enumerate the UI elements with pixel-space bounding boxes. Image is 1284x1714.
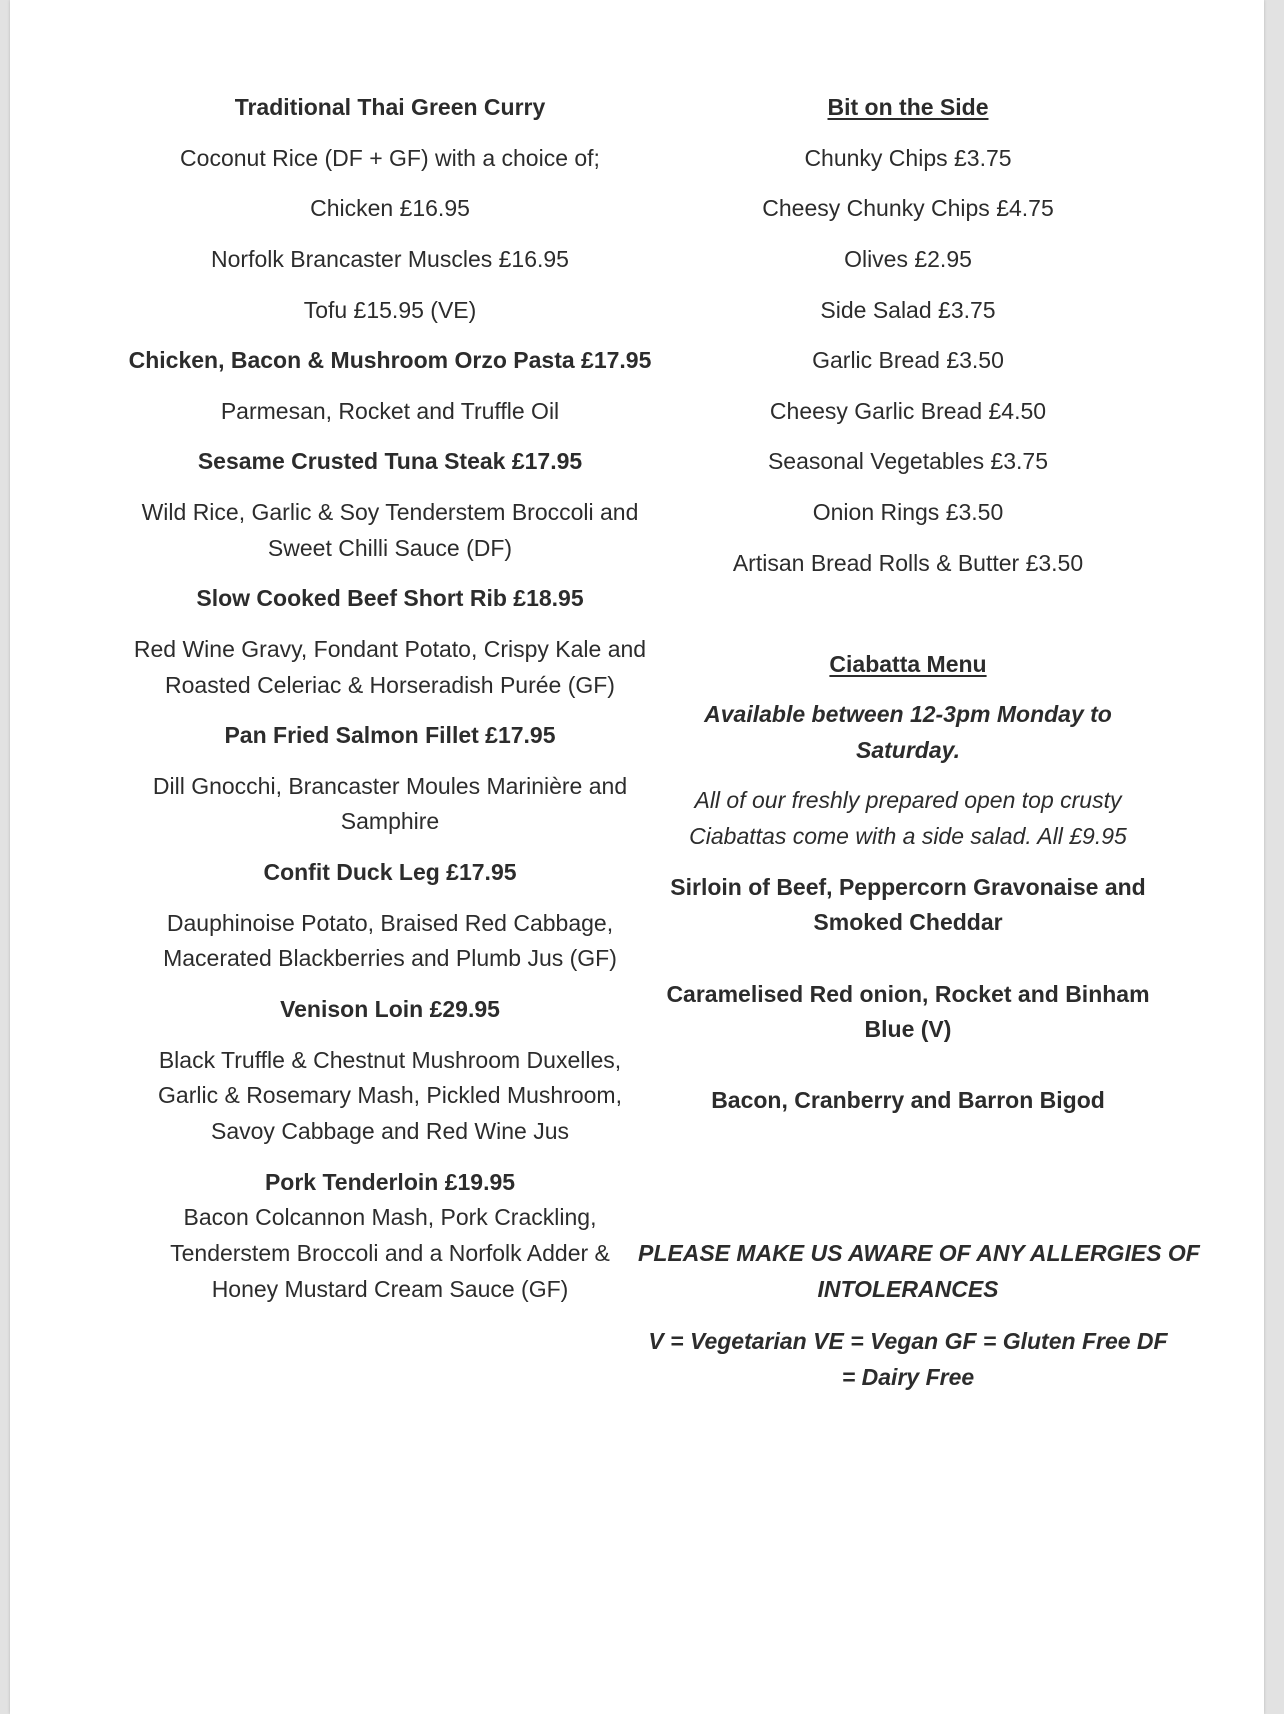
- ciabatta-item: Smoked Cheddar: [813, 909, 1003, 935]
- allergy-notice: INTOLERANCES: [817, 1276, 999, 1302]
- side-item: Garlic Bread £3.50: [812, 347, 1004, 373]
- section-heading-sides: Bit on the Side: [827, 94, 989, 120]
- dietary-key: V = Vegetarian VE = Vegan GF = Gluten Free DF: [648, 1328, 1168, 1354]
- ciabatta-item: Blue (V): [864, 1016, 952, 1042]
- ciabatta-availability: Available between 12-3pm Monday to: [704, 701, 1112, 727]
- dish-title-pork-tenderloin: Pork Tenderloin £19.95: [264, 1169, 516, 1195]
- side-item: Side Salad £3.75: [820, 297, 996, 323]
- section-heading-ciabatta: Ciabatta Menu: [829, 651, 987, 677]
- dish-title-beef-short-rib: Slow Cooked Beef Short Rib £18.95: [196, 585, 584, 611]
- dish-title-venison-loin: Venison Loin £29.95: [280, 996, 500, 1022]
- dish-description-line: Samphire: [340, 808, 440, 834]
- dish-description-line: Honey Mustard Cream Sauce (GF): [211, 1276, 569, 1302]
- curry-option-tofu: Tofu £15.95 (VE): [303, 297, 477, 323]
- curry-option-chicken: Chicken £16.95: [310, 195, 470, 221]
- dish-description-line: Sweet Chilli Sauce (DF): [267, 535, 513, 561]
- ciabatta-item: Bacon, Cranberry and Barron Bigod: [711, 1087, 1105, 1113]
- dish-description-line: Garlic & Rosemary Mash, Pickled Mushroom,: [158, 1082, 622, 1108]
- dish-description-line: Red Wine Gravy, Fondant Potato, Crispy Kale and: [133, 636, 647, 662]
- dish-title-salmon-fillet: Pan Fried Salmon Fillet £17.95: [224, 722, 556, 748]
- dish-description-line: Tenderstem Broccoli and a Norfolk Adder &: [170, 1240, 610, 1266]
- ciabatta-note: Ciabattas come with a side salad. All £9.95: [689, 823, 1127, 849]
- dish-title-thai-green-curry: Traditional Thai Green Curry: [234, 94, 546, 120]
- ciabatta-note: All of our freshly prepared open top crusty: [694, 787, 1122, 813]
- dish-title-orzo-pasta: Chicken, Bacon & Mushroom Orzo Pasta £17.95: [128, 347, 652, 373]
- dish-description-line: Dill Gnocchi, Brancaster Moules Marinière and: [152, 773, 628, 799]
- side-item: Olives £2.95: [844, 246, 972, 272]
- ciabatta-availability: Saturday.: [856, 737, 960, 763]
- side-item: Artisan Bread Rolls & Butter £3.50: [732, 550, 1084, 576]
- dish-description-line: Coconut Rice (DF + GF) with a choice of;: [180, 145, 600, 171]
- ciabatta-item: Caramelised Red onion, Rocket and Binham: [666, 981, 1150, 1007]
- dietary-key: = Dairy Free: [841, 1364, 975, 1390]
- allergy-notice: PLEASE MAKE US AWARE OF ANY ALLERGIES OF: [638, 1240, 1200, 1266]
- side-item: Seasonal Vegetables £3.75: [767, 448, 1049, 474]
- dish-description-line: Bacon Colcannon Mash, Pork Crackling,: [183, 1204, 597, 1230]
- dish-description-line: Black Truffle & Chestnut Mushroom Duxelles,: [158, 1047, 622, 1073]
- dish-description-line: Roasted Celeriac & Horseradish Purée (GF): [165, 672, 615, 698]
- dish-description-line: Dauphinoise Potato, Braised Red Cabbage,: [166, 910, 614, 936]
- dish-description-line: Savoy Cabbage and Red Wine Jus: [211, 1118, 569, 1144]
- curry-option-muscles: Norfolk Brancaster Muscles £16.95: [211, 246, 569, 272]
- side-item: Cheesy Garlic Bread £4.50: [769, 398, 1047, 424]
- dish-description-line: Parmesan, Rocket and Truffle Oil: [220, 398, 560, 424]
- side-item: Chunky Chips £3.75: [804, 145, 1012, 171]
- ciabatta-item: Sirloin of Beef, Peppercorn Gravonaise and: [670, 874, 1146, 900]
- side-item: Cheesy Chunky Chips £4.75: [762, 195, 1054, 221]
- dish-description-line: Macerated Blackberries and Plumb Jus (GF): [163, 945, 617, 971]
- dish-description-line: Wild Rice, Garlic & Soy Tenderstem Broccoli and: [141, 499, 639, 525]
- menu-page: [10, 0, 1264, 1714]
- dish-title-duck-leg: Confit Duck Leg £17.95: [263, 859, 517, 885]
- dish-title-tuna-steak: Sesame Crusted Tuna Steak £17.95: [197, 448, 583, 474]
- side-item: Onion Rings £3.50: [812, 499, 1004, 525]
